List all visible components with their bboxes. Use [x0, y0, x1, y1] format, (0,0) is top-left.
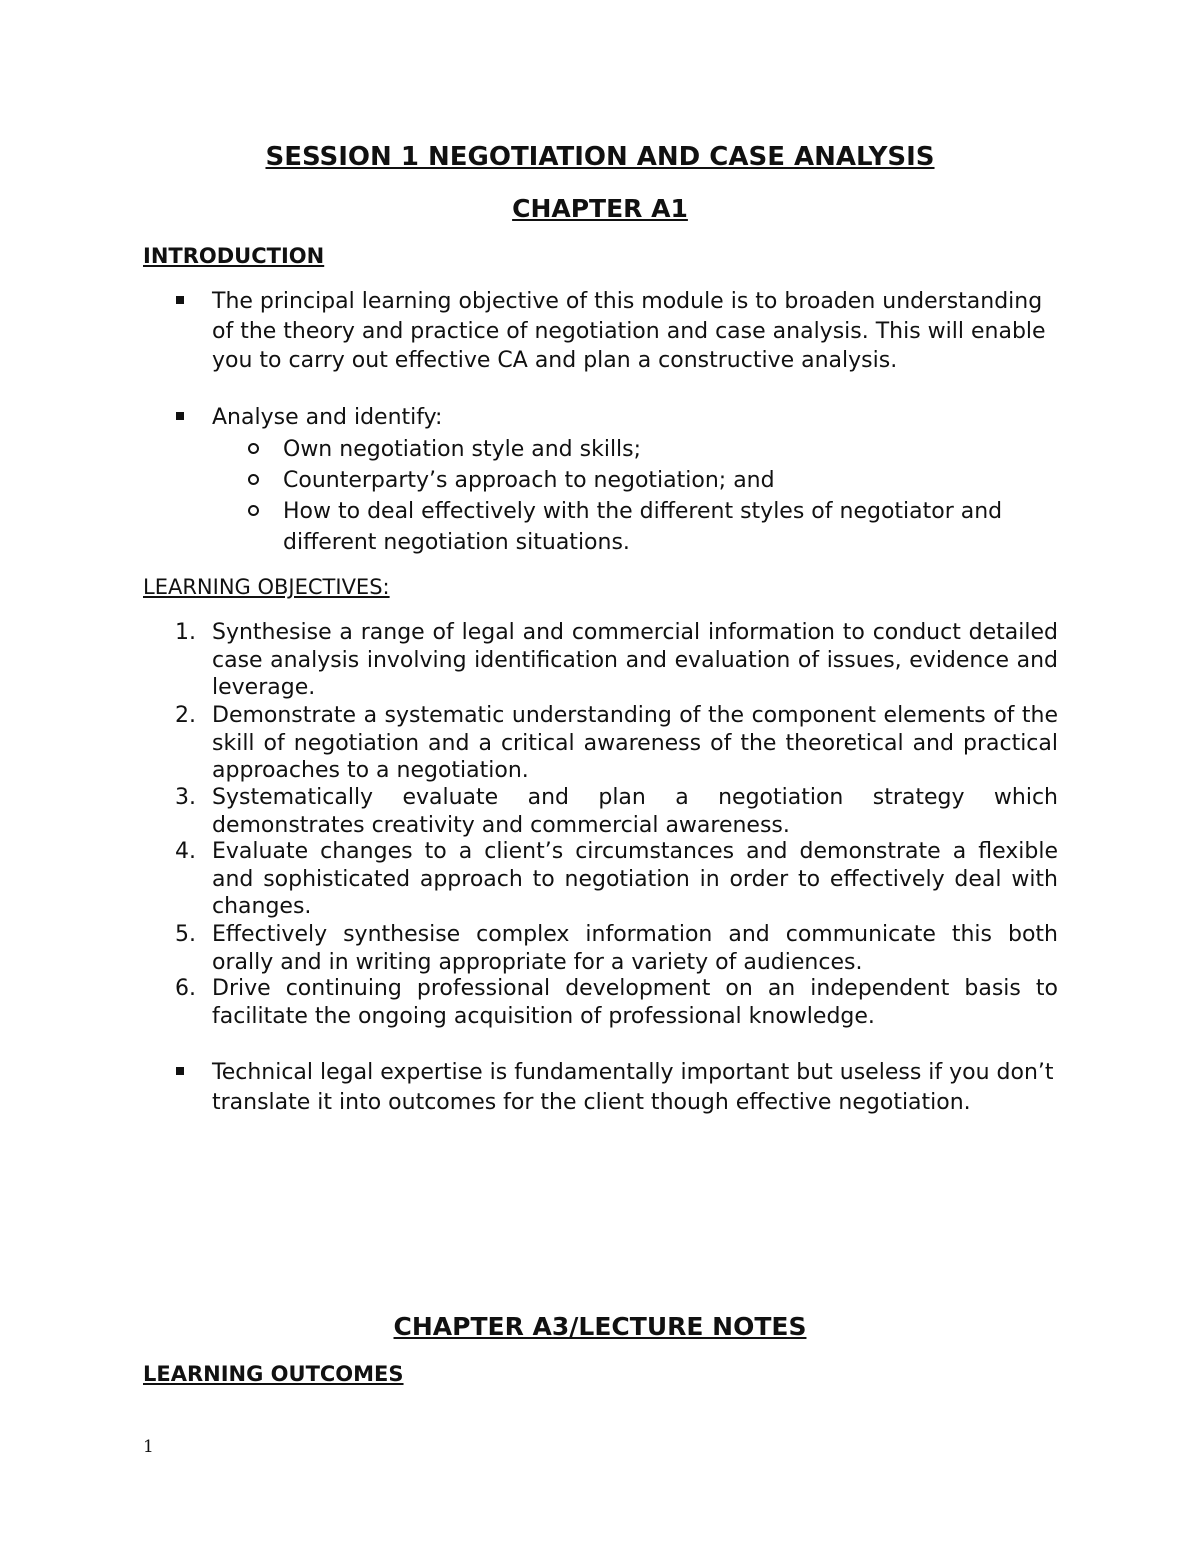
objective-text: Systematically evaluate and plan a negotiation strategy which demonstrates creativity and commercial awareness. — [212, 785, 1058, 838]
list-number: 1. — [175, 620, 196, 645]
circle-bullet-icon — [248, 474, 259, 485]
objective-text: Effectively synthesise complex information and communicate this both orally and in writing appropriate for a variety of audiences. — [212, 922, 1058, 975]
intro-sub-bullet-text: Counterparty’s approach to negotiation; and — [283, 468, 775, 493]
introduction-heading: INTRODUCTION — [143, 244, 325, 268]
intro-sub-bullet-text: Own negotiation style and skills; — [283, 437, 642, 462]
list-number: 4. — [175, 839, 196, 864]
list-number: 3. — [175, 785, 196, 810]
learning-objectives-heading: LEARNING OBJECTIVES: — [143, 575, 390, 599]
square-bullet-icon — [176, 1067, 184, 1075]
session-title: SESSION 1 NEGOTIATION AND CASE ANALYSIS — [265, 142, 935, 172]
list-number: 5. — [175, 922, 196, 947]
square-bullet-icon — [176, 412, 184, 420]
objective-text: Evaluate changes to a client’s circumstances and demonstrate a flexible and sophisticated approach to negotiation in order to effectively deal with changes. — [212, 839, 1058, 919]
chapter-a3-title: CHAPTER A3/LECTURE NOTES — [393, 1312, 807, 1341]
intro-bullet-text: Analyse and identify: — [212, 405, 443, 430]
objective-text: Drive continuing professional development on an independent basis to facilitate the ongoing acquisition of professional knowledge. — [212, 976, 1058, 1029]
circle-bullet-icon — [248, 505, 259, 516]
circle-bullet-icon — [248, 443, 259, 454]
intro-sub-bullet-text: How to deal effectively with the different styles of negotiator and different negotiation situations. — [283, 499, 1003, 555]
objective-text: Synthesise a range of legal and commercial information to conduct detailed case analysis involving identification and evaluation of issues, evidence and leverage. — [212, 620, 1058, 700]
list-number: 2. — [175, 703, 196, 728]
intro-bullet-text: The principal learning objective of this module is to broaden understanding of the theory and practice of negotiation and case analysis. This will enable you to carry out effective CA and plan a constructive analysis. — [212, 289, 1046, 373]
learning-outcomes-heading: LEARNING OUTCOMES — [143, 1362, 404, 1386]
page-number: 1 — [143, 1437, 154, 1457]
closing-bullet-text: Technical legal expertise is fundamentally important but useless if you don’t translate it into outcomes for the client though effective negotiation. — [212, 1060, 1054, 1115]
square-bullet-icon — [176, 296, 184, 304]
list-number: 6. — [175, 976, 196, 1001]
objective-text: Demonstrate a systematic understanding of the component elements of the skill of negotiation and a critical awareness of the theoretical and practical approaches to a negotiation. — [212, 703, 1058, 783]
chapter-a1-title: CHAPTER A1 — [512, 194, 688, 223]
